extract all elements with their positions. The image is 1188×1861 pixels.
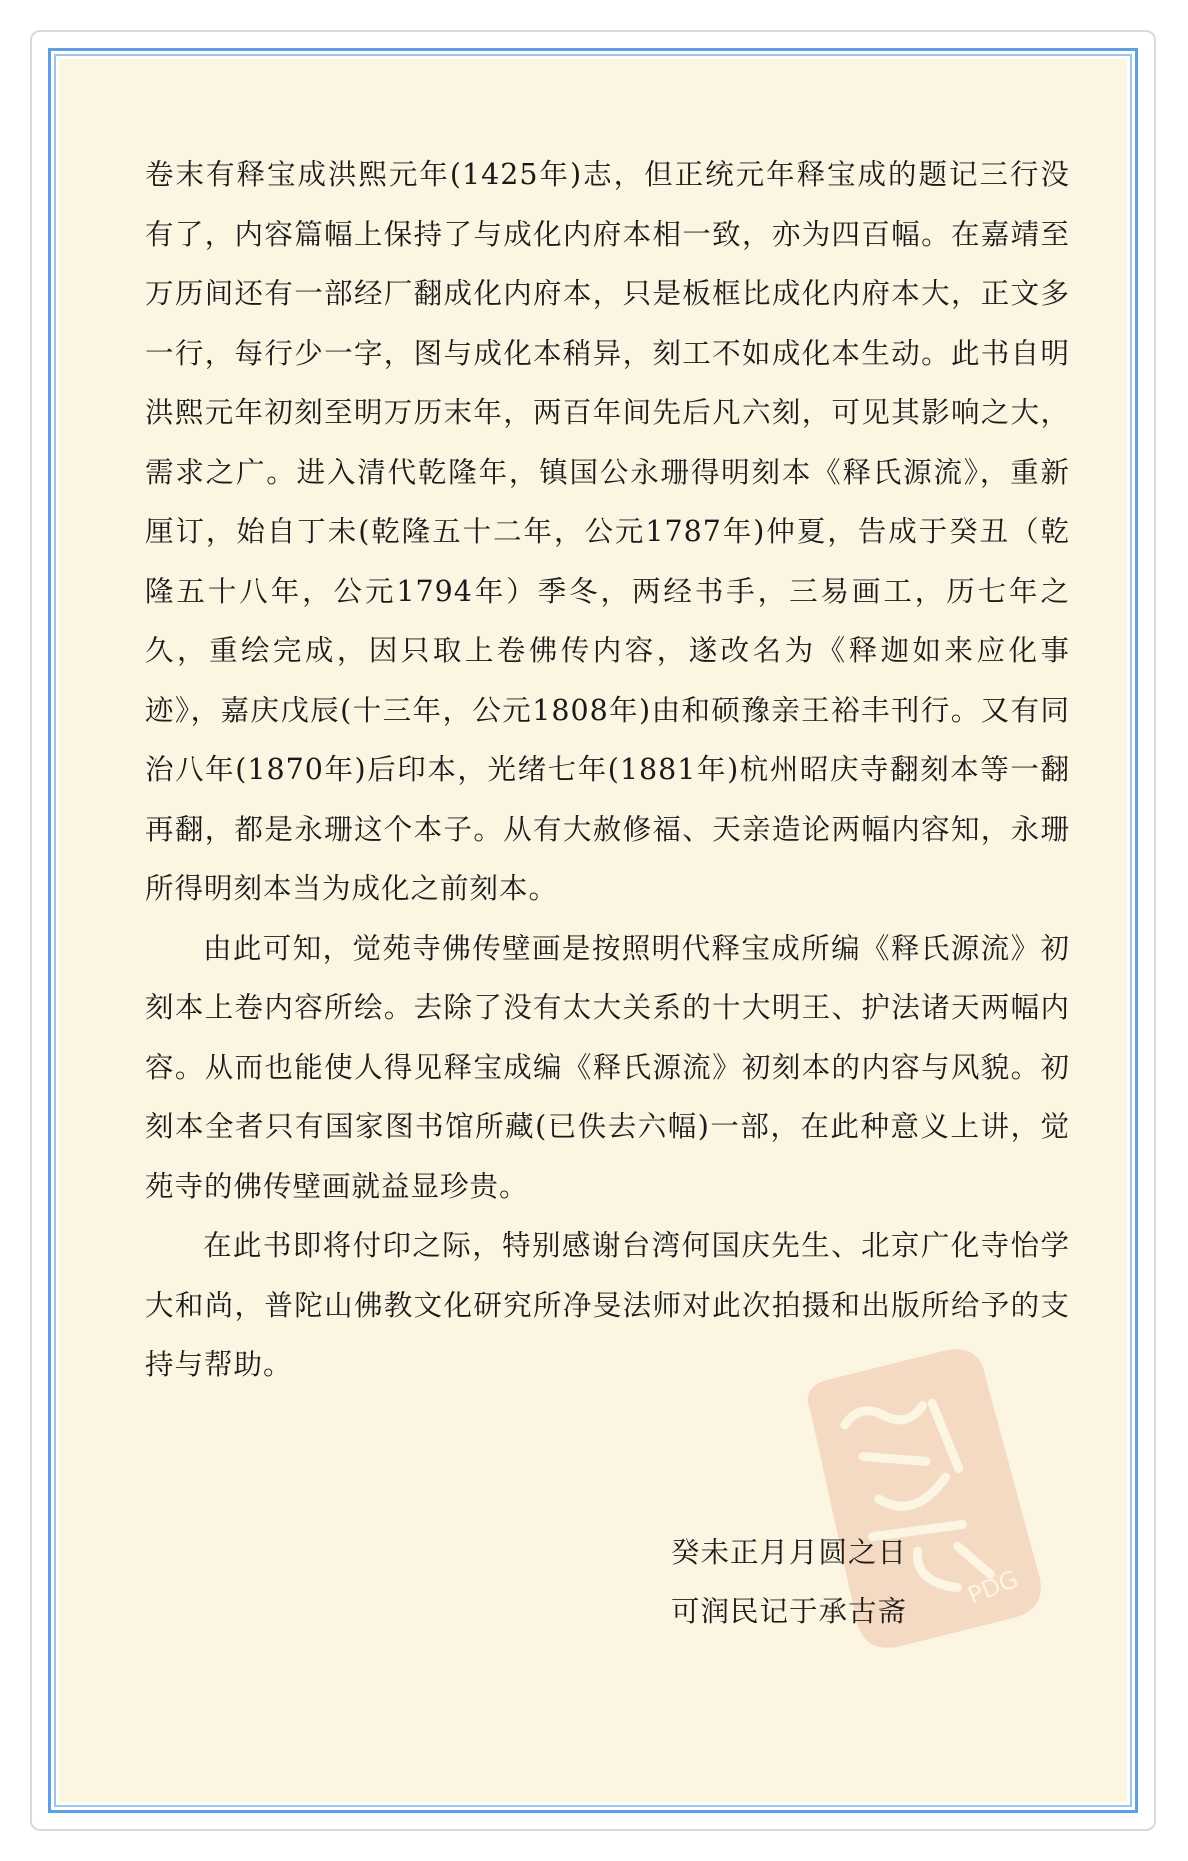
body-text: [145, 145, 1070, 1395]
watermark-text: PDG: [963, 1564, 1023, 1611]
paragraph-2: 由此可知，觉苑寺佛传壁画是按照明代释宝成所编《释氏源流》初刻本上卷内容所绘。去除了没有太大关系的十大明王、护法诸天两幅内容。从而也能使人得见释宝成编《释氏源流》初刻本的内容与风貌。初刻本全者只有国家图书馆所藏(已佚去六幅)一部，在此种意义上讲，觉苑寺的佛传壁画就益显珍贵。: [145, 931, 1070, 1203]
signature-block: [671, 1523, 907, 1641]
signature-author: 可润民记于承古斋: [671, 1595, 908, 1628]
page-frame: [30, 30, 1156, 1831]
paragraph-1: 卷末有释宝成洪熙元年(1425年)志，但正统元年释宝成的题记三行没有了，内容篇幅上保持了与成化内府本相一致，亦为四百幅。在嘉靖至万历间还有一部经厂翻成化内府本，只是板框比成化内府本大，正文多一行，每行少一字，图与成化本稍异，刻工不如成化本生动。此书自明洪熙元年初刻至明万历末年，两百年间先后凡六刻，可见其影响之大，需求之广。进入清代乾隆年，镇国公永珊得明刻本《释氏源流》，重新厘订，始自丁未(乾隆五十二年，公元1787年)仲夏，告成于癸丑（乾隆五十八年，公元1794年）季冬，两经书手，三易画工，历七年之久，重绘完成，因只取上卷佛传内容，遂改名为《释迦如来应化事迹》，嘉庆戊辰(十三年，公元1808年)由和硕豫亲王裕丰刊行。又有同治八年(1870年)后印本，光绪七年(1881年)杭州昭庆寺翻刻本等一翻再翻，都是永珊这个本子。从有大赦修福、天亲造论两幅内容知，永珊所得明刻本当为成化之前刻本。: [145, 158, 1070, 905]
signature-date: 癸未正月月圆之日: [671, 1536, 908, 1569]
scanned-page: [59, 59, 1127, 1802]
paragraph-3: 在此书即将付印之际，特别感谢台湾何国庆先生、北京广化寺怡学大和尚，普陀山佛教文化研究所净旻法师对此次拍摄和出版所给予的支持与帮助。: [145, 1229, 1070, 1381]
blue-border: [48, 48, 1138, 1813]
